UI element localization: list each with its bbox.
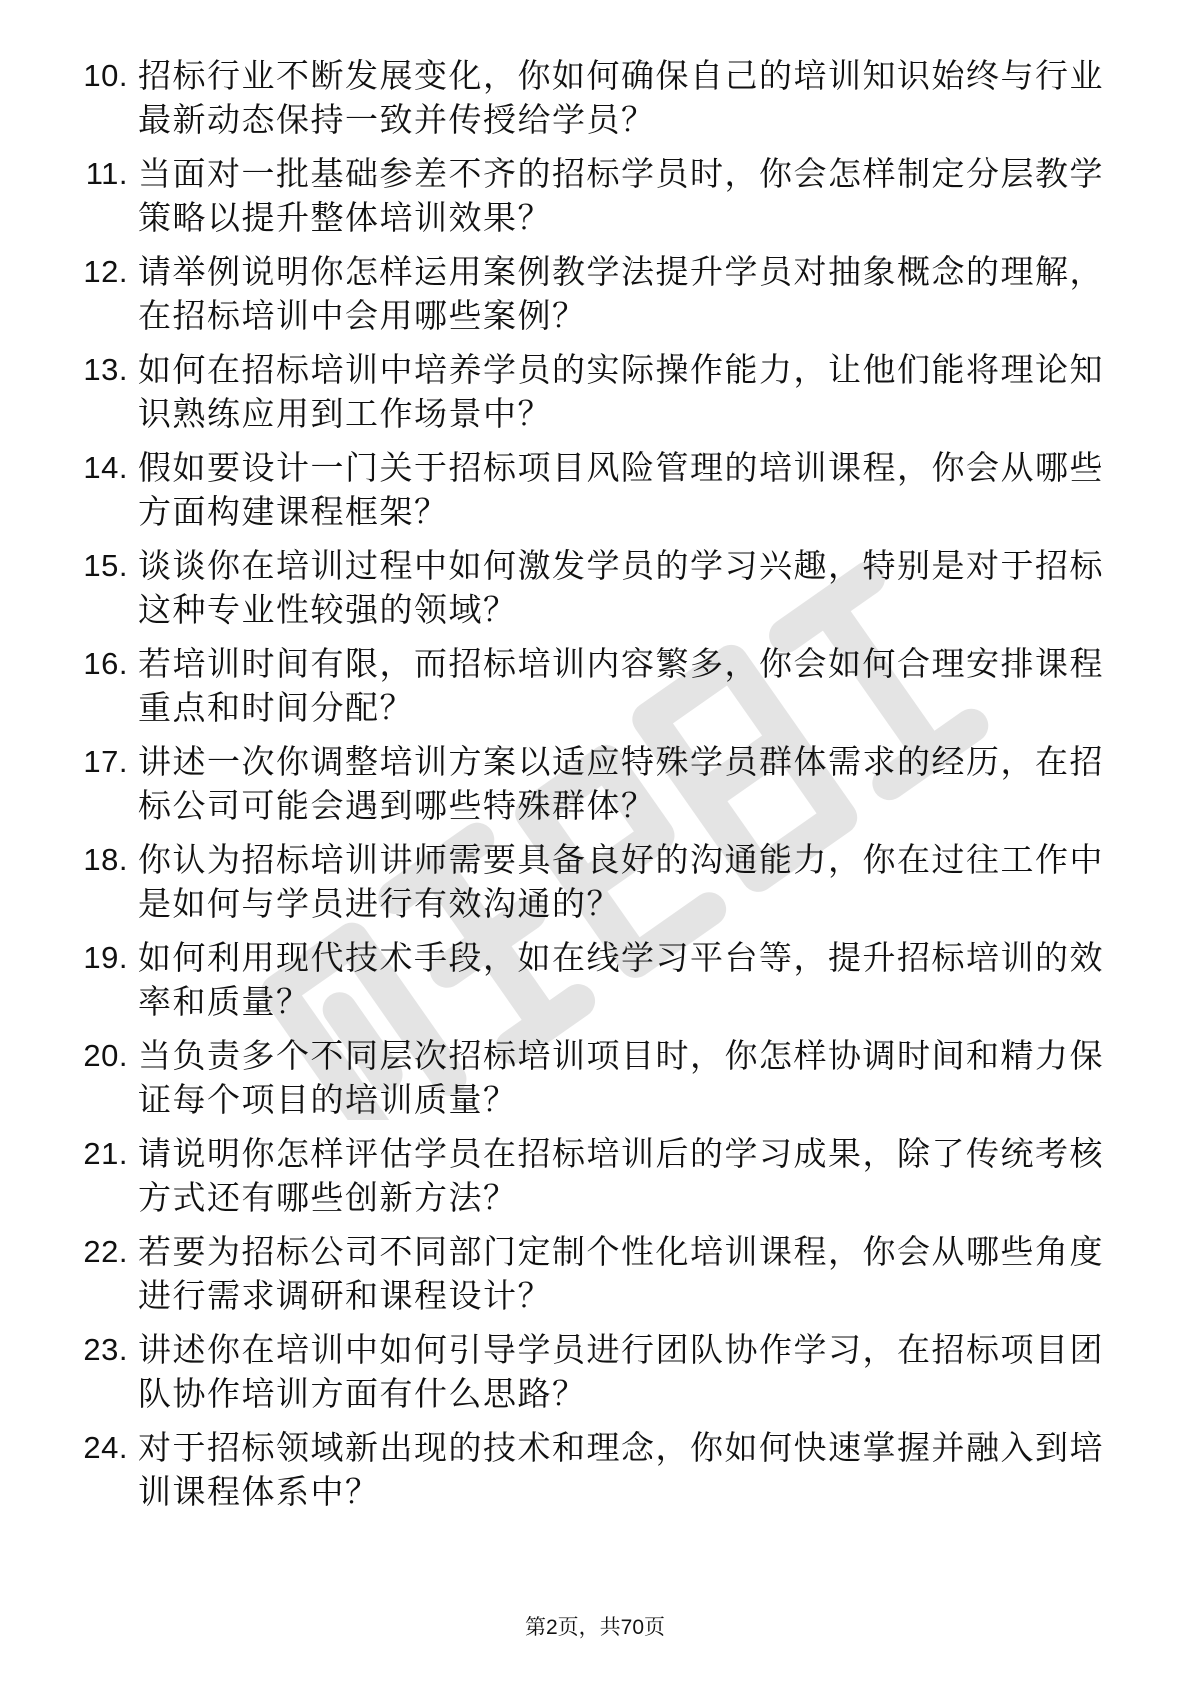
question-number: 17. bbox=[83, 744, 128, 779]
question-text: 你认为招标培训讲师需要具备良好的沟通能力，你在过往工作中是如何与学员进行有效沟通的？ bbox=[138, 840, 1104, 923]
question-number: 16. bbox=[83, 646, 128, 681]
question-item bbox=[60, 544, 1120, 642]
question-number: 13. bbox=[83, 352, 128, 387]
question-item bbox=[60, 152, 1120, 250]
question-text: 对于招标领域新出现的技术和理念，你如何快速掌握并融入到培训课程体系中？ bbox=[138, 1428, 1104, 1511]
question-number: 22. bbox=[83, 1234, 128, 1269]
question-number: 24. bbox=[83, 1430, 128, 1465]
question-number: 19. bbox=[83, 940, 128, 975]
question-text: 请说明你怎样评估学员在招标培训后的学习成果，除了传统考核方式还有哪些创新方法？ bbox=[138, 1134, 1104, 1217]
question-item bbox=[60, 838, 1120, 936]
question-item bbox=[60, 1132, 1120, 1230]
question-number: 12. bbox=[83, 254, 128, 289]
question-text: 如何在招标培训中培养学员的实际操作能力，让他们能将理论知识熟练应用到工作场景中？ bbox=[138, 350, 1104, 433]
question-number: 15. bbox=[83, 548, 128, 583]
question-number: 11. bbox=[85, 156, 128, 191]
question-item bbox=[60, 250, 1120, 348]
question-text: 谈谈你在培训过程中如何激发学员的学习兴趣，特别是对于招标这种专业性较强的领域？ bbox=[138, 546, 1104, 629]
question-item bbox=[60, 1328, 1120, 1426]
question-text: 当面对一批基础参差不齐的招标学员时，你会怎样制定分层教学策略以提升整体培训效果？ bbox=[138, 154, 1104, 237]
question-item bbox=[60, 54, 1120, 152]
question-item bbox=[60, 642, 1120, 740]
question-number: 23. bbox=[83, 1332, 128, 1367]
question-number: 14. bbox=[83, 450, 128, 485]
page-footer: 第2页，共70页 bbox=[524, 1616, 666, 1639]
question-text: 请举例说明你怎样运用案例教学法提升学员对抽象概念的理解，在招标培训中会用哪些案例？ bbox=[138, 252, 1104, 335]
question-item bbox=[60, 446, 1120, 544]
question-number: 18. bbox=[83, 842, 128, 877]
question-text: 如何利用现代技术手段，如在线学习平台等，提升招标培训的效率和质量？ bbox=[138, 938, 1104, 1021]
question-item bbox=[60, 1034, 1120, 1132]
question-number: 10. bbox=[83, 58, 128, 93]
question-item bbox=[60, 1426, 1120, 1524]
question-item bbox=[60, 348, 1120, 446]
question-text: 讲述你在培训中如何引导学员进行团队协作学习，在招标项目团队协作培训方面有什么思路？ bbox=[138, 1330, 1104, 1413]
question-item bbox=[60, 1230, 1120, 1328]
question-item bbox=[60, 936, 1120, 1034]
question-text: 若要为招标公司不同部门定制个性化培训课程，你会从哪些角度进行需求调研和课程设计？ bbox=[138, 1232, 1104, 1315]
question-text: 讲述一次你调整培训方案以适应特殊学员群体需求的经历，在招标公司可能会遇到哪些特殊群体？ bbox=[138, 742, 1104, 825]
question-number: 21. bbox=[83, 1136, 128, 1171]
question-text: 当负责多个不同层次招标培训项目时，你怎样协调时间和精力保证每个项目的培训质量？ bbox=[138, 1036, 1104, 1119]
question-text: 若培训时间有限，而招标培训内容繁多，你会如何合理安排课程重点和时间分配？ bbox=[138, 644, 1104, 727]
question-number: 20. bbox=[83, 1038, 128, 1073]
question-list bbox=[60, 54, 1120, 1524]
question-item bbox=[60, 740, 1120, 838]
question-text: 招标行业不断发展变化，你如何确保自己的培训知识始终与行业最新动态保持一致并传授给学员？ bbox=[138, 56, 1104, 139]
question-text: 假如要设计一门关于招标项目风险管理的培训课程，你会从哪些方面构建课程框架？ bbox=[138, 448, 1104, 531]
